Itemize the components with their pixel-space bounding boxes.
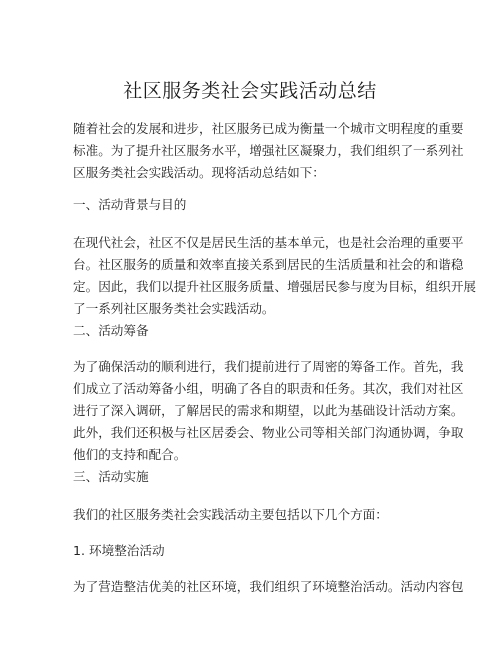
item-1-heading: 1. 环境整治活动	[73, 543, 165, 558]
section-2-line: 为了确保活动的顺利进行，我们提前进行了周密的筹备工作。首先，我	[73, 359, 464, 374]
section-1-line: 了一系列社区服务类社会实践活动。	[73, 301, 275, 316]
section-1-paragraph	[73, 232, 476, 320]
intro-line: 随着社会的发展和进步，社区服务已成为衡量一个城市文明程度的重要	[73, 121, 464, 136]
intro-line: 区服务类社会实践活动。现将活动总结如下：	[73, 165, 325, 180]
section-2-heading: 二、活动筹备	[73, 323, 149, 338]
section-2-line: 此外，我们还积极与社区居委会、物业公司等相关部门沟通协调，争取	[73, 425, 464, 440]
section-3-intro: 我们的社区服务类社会实践活动主要包括以下几个方面：	[73, 507, 388, 522]
item-1-line: 为了营造整洁优美的社区环境，我们组织了环境整治活动。活动内容包	[73, 579, 464, 594]
section-2-line: 进行了深入调研，了解居民的需求和期望，以此为基础设计活动方案。	[73, 403, 464, 418]
section-1-line: 在现代社会，社区不仅是居民生活的基本单元，也是社会治理的重要平	[73, 235, 464, 250]
section-2-paragraph	[73, 356, 464, 466]
section-1-line: 定。因此，我们以提升社区服务质量、增强居民参与度为目标，组织开展	[73, 279, 476, 294]
intro-line: 标准。为了提升社区服务水平，增强社区凝聚力，我们组织了一系列社	[73, 143, 464, 158]
section-3-heading: 三、活动实施	[73, 469, 149, 484]
section-1-line: 台。社区服务的质量和效率直接关系到居民的生活质量和社会的和谐稳	[73, 257, 464, 272]
section-1-heading: 一、活动背景与目的	[73, 197, 187, 212]
section-2-line: 们成立了活动筹备小组，明确了各自的职责和任务。其次，我们对社区	[73, 381, 464, 396]
document-title: 社区服务类社会实践活动总结	[123, 80, 377, 102]
intro-paragraph	[73, 118, 464, 184]
section-2-line: 他们的支持和配合。	[73, 447, 187, 462]
